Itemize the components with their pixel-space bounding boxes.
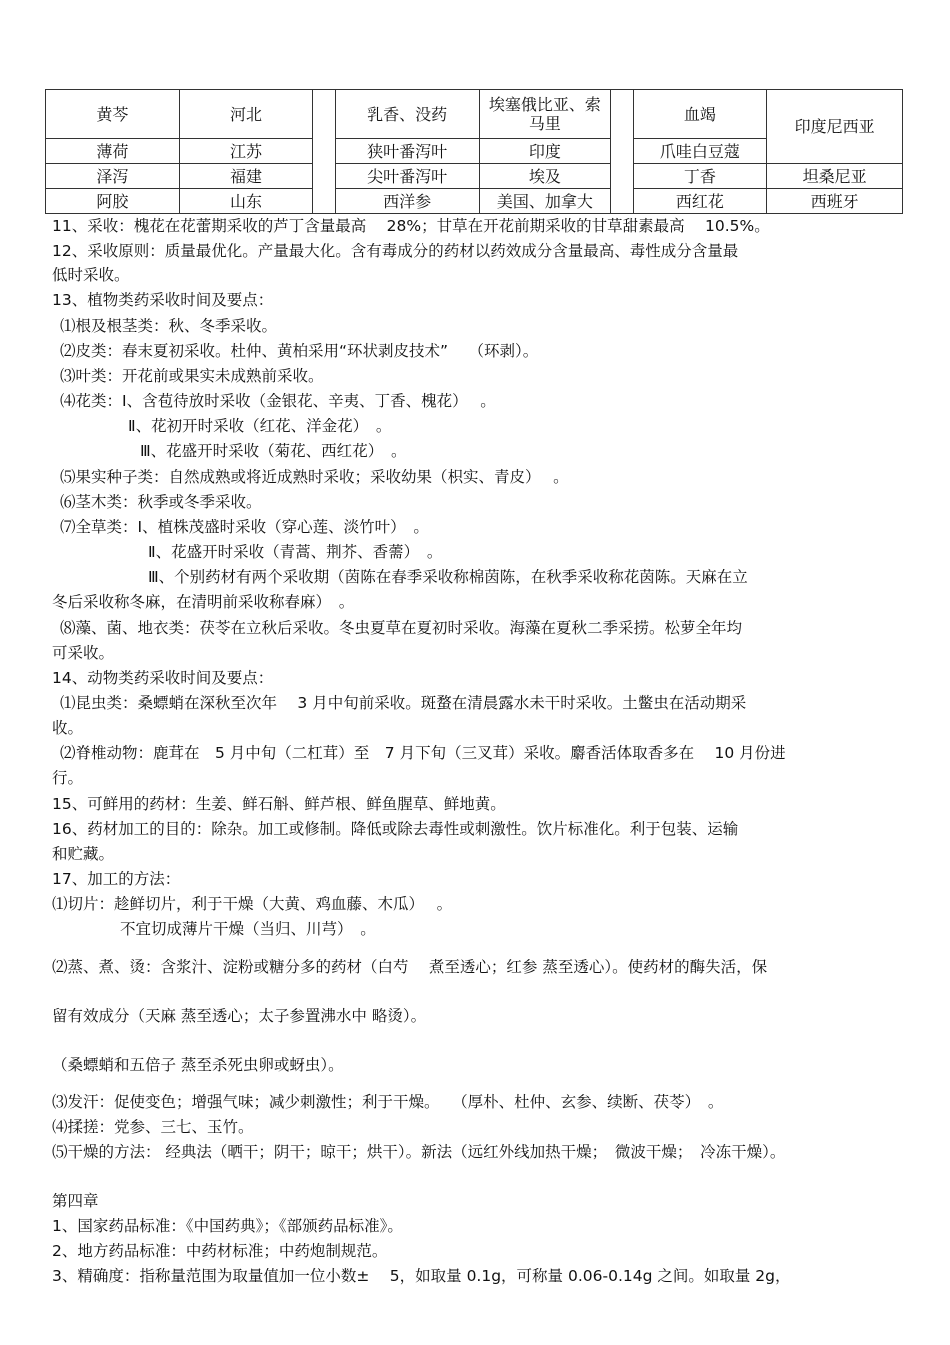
table-row	[46, 90, 903, 139]
table-spacer	[611, 90, 633, 214]
text-line: 不宜切成薄片干燥（当归、川芎） 。	[120, 920, 376, 938]
text-line: Ⅱ、花初开时采收（红花、洋金花） 。	[128, 417, 392, 435]
herb-origin-table	[45, 89, 903, 214]
text-line: ⑴切片：趁鲜切片，利于干燥（大黄、鸡血藤、木瓜） 。	[52, 895, 453, 913]
table-cell: 薄荷	[46, 139, 180, 164]
text-line: 11、采收：槐花在花蕾期采收的芦丁含量最高 28%；甘草在开花前期采收的甘草甜素最高 10.5%。	[52, 217, 770, 235]
text-line: Ⅲ、个别药材有两个采收期（茵陈在春季采收称棉茵陈，在秋季采收称花茵陈。天麻在立	[148, 568, 748, 586]
text-line: 3、精确度：指称量范围为取量值加一位小数± 5，如取量 0.1g，可称量 0.06-0.14g 之间。如取量 2g，	[52, 1267, 791, 1285]
table-cell: 爪哇白豆蔻	[633, 139, 767, 164]
text-line: 2、地方药品标准：中药材标准；中药炮制规范。	[52, 1242, 388, 1260]
text-line: 可采收。	[52, 644, 115, 662]
text-line: ⑵脊椎动物：鹿茸在 5 月中旬（二杠茸）至 7 月下旬（三叉茸）采收。麝香活体取香多在 10 月份进	[60, 744, 786, 762]
table-cell: 坦桑尼亚	[767, 164, 903, 189]
text-line: 冬后采收称冬麻，在清明前采收称春麻） 。	[52, 593, 355, 611]
text-line: 16、药材加工的目的：除杂。加工或修制。降低或除去毒性或刺激性。饮片标准化。利于包装、运输	[52, 820, 739, 838]
table-cell: 尖叶番泻叶	[335, 164, 479, 189]
table-cell: 阿胶	[46, 189, 180, 214]
table-cell: 山东	[179, 189, 313, 214]
text-line: 低时采收。	[52, 266, 130, 284]
text-line: ⑵皮类：春末夏初采收。杜仲、黄柏采用“环状剥皮技术” （环剥）。	[60, 342, 539, 360]
table-cell: 河北	[179, 90, 313, 139]
table-cell: 江苏	[179, 139, 313, 164]
text-line: 收。	[52, 719, 84, 737]
table-cell: 黄芩	[46, 90, 180, 139]
text-line: ⑴根及根茎类：秋、冬季采收。	[60, 317, 278, 335]
table-cell: 美国、加拿大	[479, 189, 611, 214]
table-cell: 印度	[479, 139, 611, 164]
table-cell: 埃及	[479, 164, 611, 189]
table-spacer	[313, 90, 335, 214]
text-line: Ⅱ、花盛开时采收（青蒿、荆芥、香薷） 。	[148, 543, 443, 561]
table-cell: 福建	[179, 164, 313, 189]
table-cell: 乳香、没药	[335, 90, 479, 139]
table-cell: 西红花	[633, 189, 767, 214]
text-line: Ⅲ、花盛开时采收（菊花、西红花） 。	[140, 442, 407, 460]
text-line: 15、可鲜用的药材：生姜、鲜石斛、鲜芦根、鲜鱼腥草、鲜地黄。	[52, 795, 506, 813]
section-heading: 13、植物类药采收时间及要点：	[52, 291, 274, 309]
text-line: ⑷揉搓：党参、三七、玉竹。	[52, 1118, 254, 1136]
text-line: ⑸果实种子类：自然成熟或将近成熟时采收；采收幼果（枳实、青皮） 。	[60, 468, 569, 486]
section-heading: 17、加工的方法：	[52, 870, 181, 888]
text-line: ⑵蒸、煮、烫：含浆汁、淀粉或糖分多的药材（白芍 煮至透心；红参 蒸至透心）。使药材的酶失活，保	[52, 958, 768, 976]
text-line: 12、采收原则：质量最优化。产量最大化。含有毒成分的药材以药效成分含量最高、毒性成分含量最	[52, 242, 739, 260]
text-line: 和贮藏。	[52, 845, 115, 863]
text-line: 1、国家药品标准：《中国药典》；《部颁药品标准》。	[52, 1217, 403, 1235]
table-cell: 埃塞俄比亚、索马里	[479, 90, 611, 139]
text-line: 行。	[52, 769, 84, 787]
section-heading: 14、动物类药采收时间及要点：	[52, 669, 274, 687]
table-cell: 丁香	[633, 164, 767, 189]
chapter-heading: 第四章	[52, 1192, 99, 1210]
text-line: ⑻藻、菌、地衣类：茯苓在立秋后采收。冬虫夏草在夏初时采收。海藻在夏秋二季采捞。松萝全年均	[60, 619, 743, 637]
text-line: ⑷花类：Ⅰ、含苞待放时采收（金银花、辛夷、丁香、槐花） 。	[60, 392, 496, 410]
table-row	[46, 189, 903, 214]
table-cell: 西班牙	[767, 189, 903, 214]
text-line: ⑺全草类：Ⅰ、植株茂盛时采收（穿心莲、淡竹叶） 。	[60, 518, 429, 536]
table-cell: 印度尼西亚	[767, 90, 903, 164]
text-line: ⑸干燥的方法： 经典法（晒干；阴干；晾干；烘干）。新法（远红外线加热干燥； 微波干燥； 冷冻干燥）。	[52, 1143, 786, 1161]
text-line: ⑹茎木类：秋季或冬季采收。	[60, 493, 262, 511]
text-line: ⑴昆虫类：桑螵蛸在深秋至次年 3 月中旬前采收。斑蝥在清晨露水未干时采收。土鳖虫在活动期采	[60, 694, 747, 712]
table-cell: 血竭	[633, 90, 767, 139]
text-line: ⑶发汗：促使变色；增强气味；减少刺激性；利于干燥。 （厚朴、杜仲、玄参、续断、茯苓） 。	[52, 1093, 724, 1111]
table-row	[46, 164, 903, 189]
text-line: ⑶叶类：开花前或果实未成熟前采收。	[60, 367, 324, 385]
table-cell: 泽泻	[46, 164, 180, 189]
text-line: 留有效成分（天麻 蒸至透心；太子参置沸水中 略烫）。	[52, 1007, 427, 1025]
table-cell: 西洋参	[335, 189, 479, 214]
text-line: （桑螵蛸和五倍子 蒸至杀死虫卵或蚜虫）。	[52, 1056, 344, 1074]
table-cell: 狭叶番泻叶	[335, 139, 479, 164]
